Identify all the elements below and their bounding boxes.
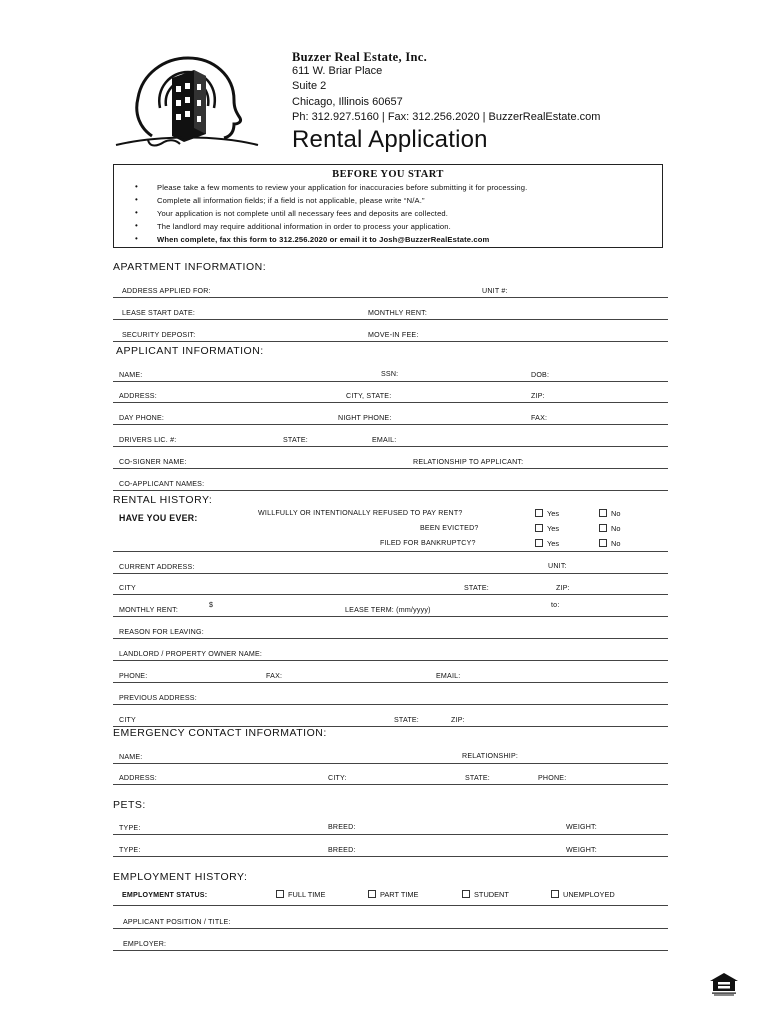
fax-label: FAX: xyxy=(531,414,548,422)
landlord-fax-label: FAX: xyxy=(266,672,283,680)
bankruptcy-no-checkbox[interactable]: No xyxy=(599,539,620,548)
pet-weight-label: WEIGHT: xyxy=(566,823,597,831)
security-deposit-field[interactable] xyxy=(113,341,668,342)
state-label: STATE: xyxy=(464,584,489,592)
emergency-address-label: ADDRESS: xyxy=(119,774,157,782)
address-line: Chicago, Illinois 60657 xyxy=(292,95,403,108)
evicted-no-checkbox[interactable]: No xyxy=(599,524,620,533)
checkbox-icon xyxy=(535,509,543,517)
bankruptcy-question: FILED FOR BANKRUPTCY? xyxy=(380,539,476,547)
city-label: CITY xyxy=(119,584,136,592)
drivers-lic-field[interactable] xyxy=(113,446,668,447)
evicted-yes-checkbox[interactable]: Yes xyxy=(535,524,559,533)
zip-label: ZIP: xyxy=(556,584,570,592)
landlord-phone-label: PHONE: xyxy=(119,672,148,680)
lease-start-label: LEASE START DATE: xyxy=(122,309,196,317)
bullet-icon: • xyxy=(135,234,138,243)
company-address xyxy=(292,64,600,125)
pet-1-field[interactable] xyxy=(113,834,668,835)
checkbox-icon xyxy=(535,539,543,547)
pet-type-label: TYPE: xyxy=(119,846,141,854)
emergency-name-label: NAME: xyxy=(119,753,143,761)
current-address-label: CURRENT ADDRESS: xyxy=(119,563,195,571)
notice-item-submit: When complete, fax this form to 312.256.2020 or email it to Josh@BuzzerRealEstate.com xyxy=(157,235,490,244)
checkbox-icon xyxy=(276,890,284,898)
position-label: APPLICANT POSITION / TITLE: xyxy=(123,918,231,926)
unemployed-checkbox[interactable]: UNEMPLOYED xyxy=(551,890,615,899)
drivers-lic-label: DRIVERS LIC. #: xyxy=(119,436,177,444)
reason-leaving-field[interactable] xyxy=(113,638,668,639)
pets-section-heading: PETS: xyxy=(113,799,146,811)
lease-start-field[interactable] xyxy=(113,319,668,320)
apartment-section-heading: APARTMENT INFORMATION: xyxy=(113,261,267,273)
pet-type-label: TYPE: xyxy=(119,824,141,832)
rental-section-heading: RENTAL HISTORY: xyxy=(113,494,213,506)
refused-rent-yes-checkbox[interactable]: Yes xyxy=(535,509,559,518)
checkbox-icon xyxy=(551,890,559,898)
name-label: NAME: xyxy=(119,371,143,379)
checkbox-icon xyxy=(368,890,376,898)
address-applied-label: ADDRESS APPLIED FOR: xyxy=(122,287,211,295)
landlord-field[interactable] xyxy=(113,660,668,661)
ssn-label: SSN: xyxy=(381,370,399,378)
previous-address-field[interactable] xyxy=(113,704,668,705)
part-time-checkbox[interactable]: PART TIME xyxy=(368,890,418,899)
notice-item: Complete all information fields; if a field is not applicable, please write “N/A.” xyxy=(157,196,425,205)
address-line: Suite 2 xyxy=(292,80,327,93)
applicant-section-heading: APPLICANT INFORMATION: xyxy=(116,345,264,357)
prev-zip-label: ZIP: xyxy=(451,716,465,724)
checkbox-icon xyxy=(599,509,607,517)
employment-status-label: EMPLOYMENT STATUS: xyxy=(122,891,208,899)
landlord-phone-field[interactable] xyxy=(113,682,668,683)
day-phone-label: DAY PHONE: xyxy=(119,414,165,422)
employer-field[interactable] xyxy=(113,950,668,951)
bullet-icon: • xyxy=(135,208,138,217)
emergency-city-label: CITY: xyxy=(328,774,347,782)
cosigner-label: CO-SIGNER NAME: xyxy=(119,458,187,466)
email-label: EMAIL: xyxy=(372,436,397,444)
coapplicants-field[interactable] xyxy=(113,490,668,491)
position-field[interactable] xyxy=(113,928,668,929)
notice-item: Your application is not complete until all necessary fees and deposits are collected. xyxy=(157,209,449,218)
unit-label: UNIT: xyxy=(548,562,567,570)
emergency-address-field[interactable] xyxy=(113,784,668,785)
address-field[interactable] xyxy=(113,402,668,403)
have-you-ever-label: HAVE YOU EVER: xyxy=(119,513,198,523)
night-phone-label: NIGHT PHONE: xyxy=(338,414,392,422)
state-label: STATE: xyxy=(283,436,308,444)
current-address-field[interactable] xyxy=(113,573,668,574)
company-name: Buzzer Real Estate, Inc. xyxy=(292,50,428,64)
employment-section-heading: EMPLOYMENT HISTORY: xyxy=(113,871,248,883)
prev-city-label: CITY xyxy=(119,716,136,724)
name-field[interactable] xyxy=(113,381,668,382)
checkbox-icon xyxy=(462,890,470,898)
pet-breed-label: BREED: xyxy=(328,823,356,831)
emergency-name-field[interactable] xyxy=(113,763,668,764)
previous-address-label: PREVIOUS ADDRESS: xyxy=(119,694,197,702)
address-applied-field[interactable] xyxy=(113,297,668,298)
lease-term-label: LEASE TERM: (mm/yyyy) xyxy=(345,606,431,614)
emergency-phone-label: PHONE: xyxy=(538,774,567,782)
building-head-logo-icon xyxy=(114,48,260,148)
pet-weight-label: WEIGHT: xyxy=(566,846,597,854)
emergency-relationship-label: RELATIONSHIP: xyxy=(462,752,519,760)
refused-rent-no-checkbox[interactable]: No xyxy=(599,509,620,518)
unit-label: UNIT #: xyxy=(482,287,508,295)
pet-breed-label: BREED: xyxy=(328,846,356,854)
employment-status-divider xyxy=(113,905,668,906)
checkbox-icon xyxy=(599,539,607,547)
monthly-rent-field[interactable] xyxy=(113,616,668,617)
page-title: Rental Application xyxy=(292,126,488,153)
city-state-label: CITY, STATE: xyxy=(346,392,392,400)
cosigner-field[interactable] xyxy=(113,468,668,469)
move-in-fee-label: MOVE-IN FEE: xyxy=(368,331,419,339)
bankruptcy-yes-checkbox[interactable]: Yes xyxy=(535,539,559,548)
bullet-icon: • xyxy=(135,182,138,191)
have-you-ever-divider xyxy=(113,551,668,552)
emergency-section-heading: EMERGENCY CONTACT INFORMATION: xyxy=(113,727,327,739)
day-phone-field[interactable] xyxy=(113,424,668,425)
address-line: 611 W. Briar Place xyxy=(292,65,383,77)
evicted-question: BEEN EVICTED? xyxy=(420,524,479,532)
notice-heading: BEFORE YOU START xyxy=(332,169,444,180)
address-label: ADDRESS: xyxy=(119,392,157,400)
refused-rent-question: WILLFULLY OR INTENTIONALLY REFUSED TO PAY RENT? xyxy=(258,509,463,517)
checkbox-icon xyxy=(535,524,543,532)
city-field[interactable] xyxy=(113,594,668,595)
checkbox-icon xyxy=(599,524,607,532)
reason-leaving-label: REASON FOR LEAVING: xyxy=(119,628,204,636)
dollar-sign: $ xyxy=(209,601,214,609)
zip-label: ZIP: xyxy=(531,392,545,400)
coapplicants-label: CO-APPLICANT NAMES: xyxy=(119,480,205,488)
monthly-rent-label: MONTHLY RENT: xyxy=(368,309,428,317)
bullet-icon: • xyxy=(135,195,138,204)
lease-to-label: to: xyxy=(551,601,560,609)
bullet-icon: • xyxy=(135,221,138,230)
student-checkbox[interactable]: STUDENT xyxy=(462,890,509,899)
notice-item: The landlord may require additional information in order to process your application. xyxy=(157,222,451,231)
employer-label: EMPLOYER: xyxy=(123,940,167,948)
emergency-state-label: STATE: xyxy=(465,774,490,782)
pet-2-field[interactable] xyxy=(113,856,668,857)
contact-line: Ph: 312.927.5160 | Fax: 312.256.2020 | BuzzerRealEstate.com xyxy=(292,110,601,123)
equal-housing-opportunity-icon xyxy=(709,972,739,996)
dob-label: DOB: xyxy=(531,371,550,379)
monthly-rent-label: MONTHLY RENT: xyxy=(119,606,179,614)
notice-item: Please take a few moments to review your application for inaccuracies before submitting it for processing. xyxy=(157,183,528,192)
relationship-label: RELATIONSHIP TO APPLICANT: xyxy=(413,458,524,466)
security-deposit-label: SECURITY DEPOSIT: xyxy=(122,331,196,339)
landlord-email-label: EMAIL: xyxy=(436,672,461,680)
full-time-checkbox[interactable]: FULL TIME xyxy=(276,890,325,899)
prev-state-label: STATE: xyxy=(394,716,419,724)
landlord-label: LANDLORD / PROPERTY OWNER NAME: xyxy=(119,650,263,658)
